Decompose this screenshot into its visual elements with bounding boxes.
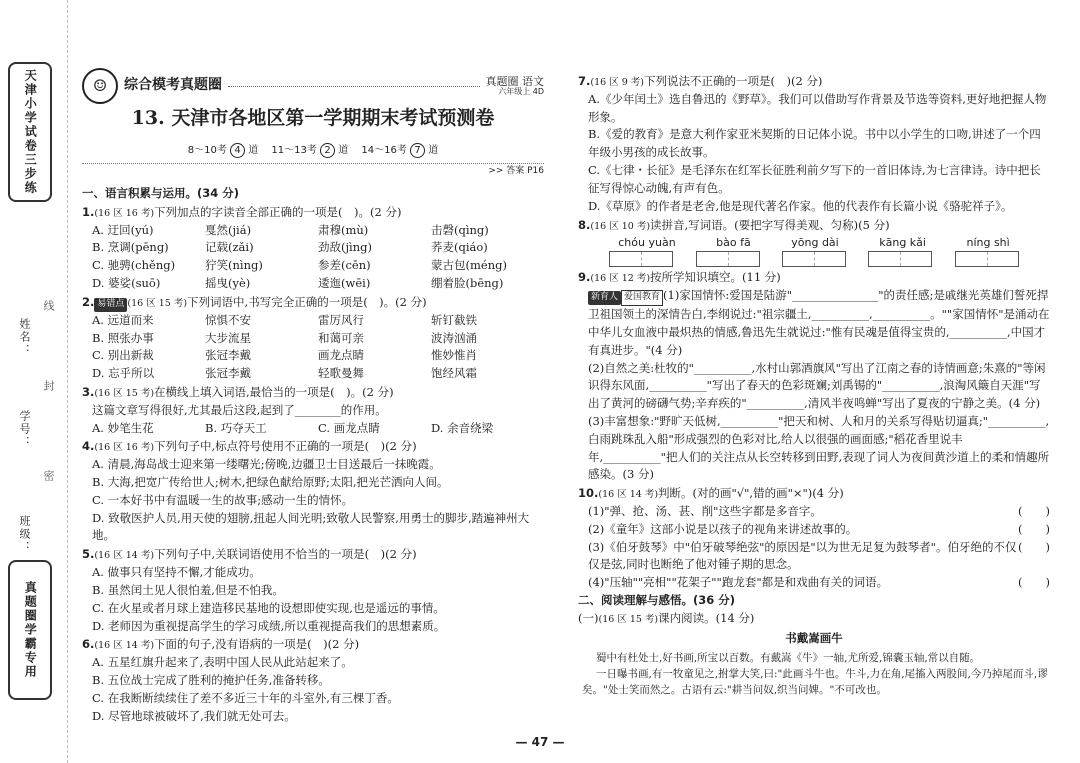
question-10: 10.(16 区 14 考)判断。(对的画"√",错的画"×")(4 分) (1)"弹、抢、汤、甚、削"这些字都是多音字。 ( ) (2)《童年》这部小说是以孩子的视角来讲述故事的。 ( ) (3)《伯牙鼓琴》中"伯牙破琴绝弦"的原因是"以为世无足复为鼓琴者"。伯牙绝的不仅仅是弦,同时也断绝了他对锺子期的思念。 ( ) (4)"压轴""亮相""花架子""跑龙套"都是和戏曲有关的词语。 ( ) (578, 485, 1050, 592)
name-label: 姓名： (18, 318, 32, 357)
question-7: 7.(16 区 9 考)下列说法不正确的一项是( )(2 分) A.《少年闰土》选自鲁迅的《野草》。我们可以借助写作背景及节选等资料,更好地把握人物形象。 B.《爱的教育》是意大利作家亚米契斯的日记体小说。书中以小学生的口吻,讲述了一个四年级小男孩的成长故事。 C.《七律・长征》是毛泽东在红军长征胜利前夕写下的一首旧体诗,为七言律诗。诗中把长征写得惊心动魄,有声有色。 D.《草原》的作者是老舍,他是现代著名作家。他的代表作有长篇小说《骆驼祥子》。 (578, 74, 1047, 213)
judge-item: (1)"弹、抢、汤、甚、削"这些字都是多音字。 ( ) (588, 504, 1050, 519)
writing-box[interactable] (696, 251, 760, 267)
question-6: 6.(16 区 14 考)下面的句子,没有语病的一项是( )(2 分) A. 五星红旗升起来了,表明中国人民从此站起来了。 B. 五位战士完成了胜利的掩护任务,准备转移。 C. 在我断断续续住了差不多近三十年的斗室外,有三棵丁香。 D. 尽管地球被破坏了,我们就无处可去。 (82, 637, 399, 723)
options: A. 远道而来 惊惧不安 雷厉风行 斩钉截铁 B. 照张办事 大步流星 和蔼可亲 波涛汹涌 C. 别出新裁 张冠李戴 画龙点睛 惟妙惟肖 D. 忘乎所以 张冠李戴 轻歌曼舞 饱经风霜 (92, 312, 477, 381)
series-logo-bottom: 真题圈学霸专用 (8, 560, 52, 700)
passage-title: 书戴嵩画牛 (785, 630, 843, 645)
patriotism-badge: 爱国教育 (621, 290, 663, 306)
error-prone-badge: 易错点 (94, 298, 127, 312)
page-header (82, 72, 544, 100)
question-1: 1.(16 区 16 考)下列加点的字读音全部正确的一项是( )。(2 分) A. 迂回(yú) 戛然(jiá) 肃穆(mù) 击磬(qìng) B. 烹调(pēng) 记载(zǎi) 劲敌(jìng) 荞麦(qiáo) C. 驰骋(chěng) 狞笑(nìng) 参差(cēn) 蒙古包(méng) D. 婆娑(suō) 摇曳(yè) 逶迤(wēi) 绷着脸(bēng) (82, 204, 544, 293)
section-heading: 一、语言积累与运用。(34 分) (82, 185, 240, 200)
binding-margin (0, 0, 68, 763)
student-id-label: 学号： (18, 410, 32, 449)
exam-frequency: 8～10考 4 道 11～13考 2 道 14～16考 7 道 (187, 145, 439, 157)
brand-label: 真题圈 语文 六年级上 4D (485, 74, 544, 96)
question-2: 2. 易错点 (16 区 15 考)下列词语中,书写完全正确的一项是( )。(2 分) A. 远道而来 惊惧不安 雷厉风行 斩钉截铁 B. 照张办事 大步流星 和蔼可亲 波涛汹涌 C. 别出新裁 张冠李戴 画龙点睛 惟妙惟肖 D. 忘乎所以 张冠李戴 轻歌曼舞 饱经风霜 (82, 294, 544, 383)
writing-box[interactable] (782, 251, 846, 267)
writing-boxes (578, 251, 1050, 267)
page-number: — 47 — (515, 735, 565, 749)
class-label: 班级： (18, 515, 32, 554)
cut-mark-seal: 封 (42, 380, 56, 393)
question-8: 8.(16 区 10 考)读拼音,写词语。(要把字写得美观、匀称)(5 分) chóu yuàn bào fā yōng dài kāng kǎi níng shì (578, 217, 1050, 268)
student-face-icon: ☺ (82, 68, 118, 104)
subsection-1: (一)(16 区 15 考)课内阅读。(14 分) (578, 610, 755, 625)
question-3: 3.(16 区 15 考)在横线上填入词语,最恰当的一项是( )。(2 分) 这篇文章写得很好,尤其最后这段,起到了________的作用。 A. 妙笔生花 B. 巧夺天工 C. 画龙点睛 D. 余音绕梁 (82, 384, 544, 437)
cut-mark-line: 线 (42, 300, 56, 313)
page-title: 13. 天津市各地区第一学期期末考试预测卷 (131, 107, 495, 129)
judge-item: (4)"压轴""亮相""花架子""跑龙套"都是和戏曲有关的词语。 ( ) (588, 575, 1050, 590)
options: A. 迂回(yú) 戛然(jiá) 肃穆(mù) 击磬(qìng) B. 烹调(pēng) 记载(zǎi) 劲敌(jìng) 荞麦(qiáo) C. 驰骋(chěng) 狞笑(nìng) 参差(cēn) 蒙古包(méng) D. 婆娑(suō) 摇曳(yè) 逶迤(wēi) 绷着脸(bēng) (92, 222, 507, 290)
passage-paragraph: 一日曝书画,有一牧童见之,拊掌大笑,曰:"此画斗牛也。牛斗,力在角,尾搐入两股间,今乃掉尾而斗,谬矣。"处士笑而然之。古语有云:"耕当问奴,织当问婢。"不可改也。 (582, 667, 1048, 697)
passage-paragraph: 蜀中有杜处士,好书画,所宝以百数。有戴嵩《牛》一轴,尤所爱,锦囊玉轴,常以自随。 (596, 651, 981, 664)
question-4: 4.(16 区 16 考)下列句子中,标点符号使用不正确的一项是( )(2 分) A. 清晨,海岛战士迎来第一缕曙光;傍晚,边疆卫士目送最后一抹晚霞。 B. 大海,把宽广传给世人;树木,把绿色献给原野;太阳,把光芒洒向人间。 C. 一本好书中有温暖一生的故事;感动一生的情怀。 D. 致敬医护人员,用天使的翅膀,扭起人间光明;致敬人民警察,用勇士的脚步,踏遍神州大地。 (82, 439, 530, 543)
new-education-badge: 新育人 (588, 291, 621, 305)
writing-box[interactable] (868, 251, 932, 267)
writing-box[interactable] (609, 251, 673, 267)
right-column (578, 72, 1050, 698)
section-heading-2: 二、阅读理解与感悟。(36 分) (578, 593, 736, 608)
writing-box[interactable] (955, 251, 1019, 267)
options: A. 妙笔生花 B. 巧夺天工 C. 画龙点睛 D. 余音绕梁 (92, 420, 494, 435)
pinyin-row: chóu yuàn bào fā yōng dài kāng kǎi níng shì (618, 236, 1010, 250)
series-title: 综合模考真题圈 (124, 77, 222, 94)
answer-reference: >> 答案 P16 (82, 163, 544, 179)
left-column (82, 72, 544, 725)
cut-mark-secret: 密 (42, 470, 56, 483)
question-9: 9.(16 区 12 考)按所学知识填空。(11 分) 新育人 爱国教育 (1)家国情怀:爱国是陆游"_______________"的责任感;是戚继光英雄们誓死捍卫祖国领土的深情告白,李纲说过:"祖宗疆土,__________,__________。""家国情怀"是涌动在中华儿女血液中最炽热的情感,鲁迅先生就说过:"惟有民魂是值得宝贵的,__________,中国才有真进步。"(4 分) (2)自然之美:杜牧的"__________,水村山郭酒旗风"写出了江南之春的诗情画意;朱熹的"等闲识得东风面,__________"写出了春天的色彩斑斓;刘禹锡的"__________,浪淘风簸自天涯"写出了黄河的磅礴气势;辛弃疾的"__________,清风半夜鸣蝉"写出了夏夜的宁静之美。(4 分) (3)丰富想象:"野旷天低树,__________"把天和树、人和月的关系写得贴切逼真;"__________,白雨跳珠乱入船"形成强烈的色彩对比,给人以很强的画面感;"稻花香里说丰年,__________"把人们的关注点从长空转移到田野,表现了词人为夜间黄沙道上的柔和情趣所感染。(3 分) (578, 270, 1050, 482)
series-logo-top: 天津小学试卷三步练 (8, 62, 52, 202)
judge-item: (2)《童年》这部小说是以孩子的视角来讲述故事的。 ( ) (588, 521, 1050, 536)
judge-item: (3)《伯牙鼓琴》中"伯牙破琴绝弦"的原因是"以为世无足复为鼓琴者"。伯牙绝的不仅仅是弦,同时也断绝了他对锺子期的思念。 ( ) (588, 539, 1050, 572)
question-5: 5.(16 区 14 考)下列句子中,关联词语使用不恰当的一项是( )(2 分) A. 做事只有坚持不懈,才能成功。 B. 虽然闰土见人很怕羞,但是不怕我。 C. 在火星或者月球上建造移民基地的设想即使实现,也是遥远的事情。 D. 老师因为重视提高学生的学习成绩,所以重视提高我们的思想素质。 (82, 547, 446, 633)
header-divider (228, 86, 480, 87)
